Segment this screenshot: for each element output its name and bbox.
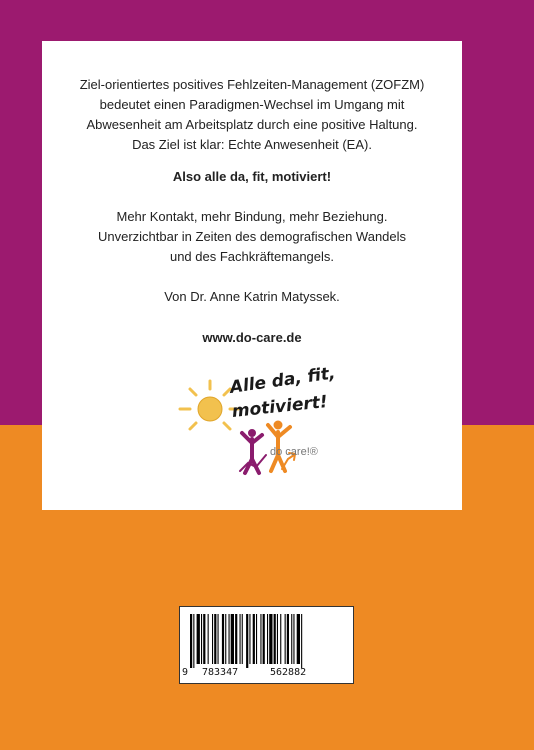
logo-slogan bbox=[226, 363, 396, 423]
slogan-line: Alle da, fit, bbox=[228, 363, 337, 398]
website-link[interactable]: www.do-care.de bbox=[202, 330, 302, 345]
benefits-line: Unverzichtbar in Zeiten des demografischen Wandels bbox=[97, 229, 407, 244]
intro-line: Abwesenheit am Arbeitsplatz durch eine positive Haltung. bbox=[86, 117, 418, 132]
tagline: Also alle da, fit, motiviert! bbox=[172, 169, 332, 184]
intro-line: Das Ziel ist klar: Echte Anwesenheit (EA). bbox=[132, 137, 372, 152]
benefits-line: Mehr Kontakt, mehr Bindung, mehr Beziehung. bbox=[116, 209, 388, 224]
barcode-digits: 783347 bbox=[202, 667, 239, 678]
benefits-paragraph bbox=[42, 207, 462, 267]
intro-line: Ziel-orientiertes positives Fehlzeiten-Management (ZOFZM) bbox=[79, 77, 425, 92]
do-care-logo bbox=[170, 363, 430, 486]
back-cover-panel bbox=[42, 41, 462, 510]
isbn-barcode bbox=[179, 606, 354, 684]
barcode-digit: 9 bbox=[182, 667, 189, 678]
slogan-line: motiviert! bbox=[230, 392, 329, 422]
benefits-line: und des Fachkräftemangels. bbox=[169, 249, 335, 264]
barcode-digits: 562882 bbox=[270, 667, 307, 678]
intro-line: bedeutet einen Paradigmen-Wechsel im Umgang mit bbox=[99, 97, 405, 112]
brand-name: do care!® bbox=[270, 446, 318, 458]
intro-paragraph bbox=[42, 75, 462, 155]
barcode-bars-icon bbox=[190, 614, 345, 668]
author-line: Von Dr. Anne Katrin Matyssek. bbox=[164, 289, 340, 304]
